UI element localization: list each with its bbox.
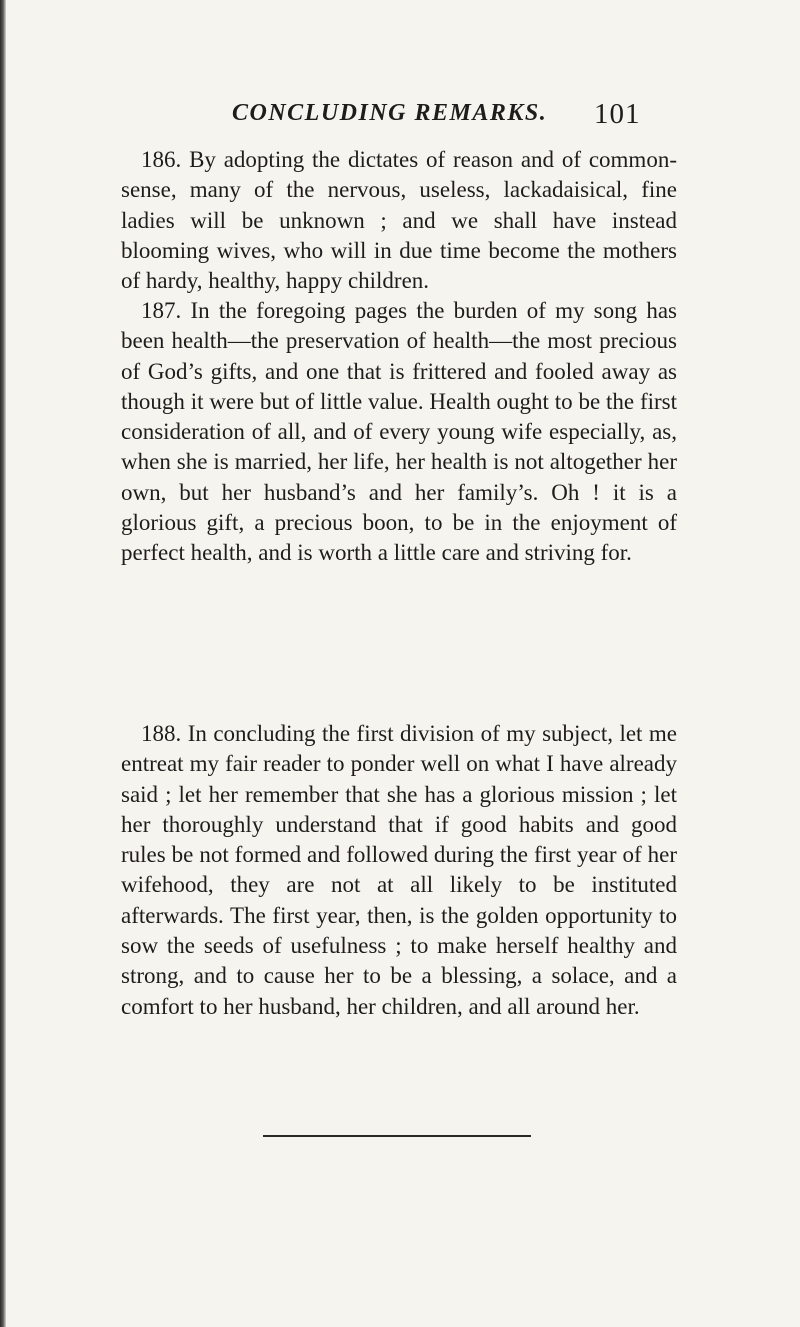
paragraph-187: 187. In the foregoing pages the burden of my song has been health—the preservation of health—the most precious of God’s gifts, and one that is frittered and fooled away as though it were but of little value. Health ought to be the first consideration of all, and of every young wife especially, as, when she is married, her life, her health is not altogether her own, but her husband’s and her family’s. Oh ! it is a glorious gift, a precious boon, to be in the enjoyment of perfect health, and is worth a little care and striving for. xyxy=(121,298,677,566)
running-title: CONCLUDING REMARKS. xyxy=(232,100,548,126)
paragraph-188: 188. In concluding the first division of my subject, let me entreat my fair reader to ponder well on what I have already said ; let her remember that she has a glorious mission ; let her thoroughly understand that if good habits and good rules be not formed and followed during the first year of her wifehood, they are not at all likely to be instituted afterwards. The first year, then, is the golden opportunity to sow the seeds of usefulness ; to make herself healthy and strong, and to cause her to be a blessing, a solace, and a comfort to her husband, her children, and all around her. xyxy=(121,721,677,1019)
page-number: 101 xyxy=(594,98,641,130)
running-head xyxy=(232,98,682,138)
paragraph-186: 186. By adopting the dictates of reason and of common-sense, many of the nervous, useless, lackadaisical, fine ladies will be unknown ; and we shall have instead blooming wives, who will in due time become the mothers of hardy, healthy, happy children. xyxy=(121,147,677,294)
section-end-rule xyxy=(263,1135,531,1137)
